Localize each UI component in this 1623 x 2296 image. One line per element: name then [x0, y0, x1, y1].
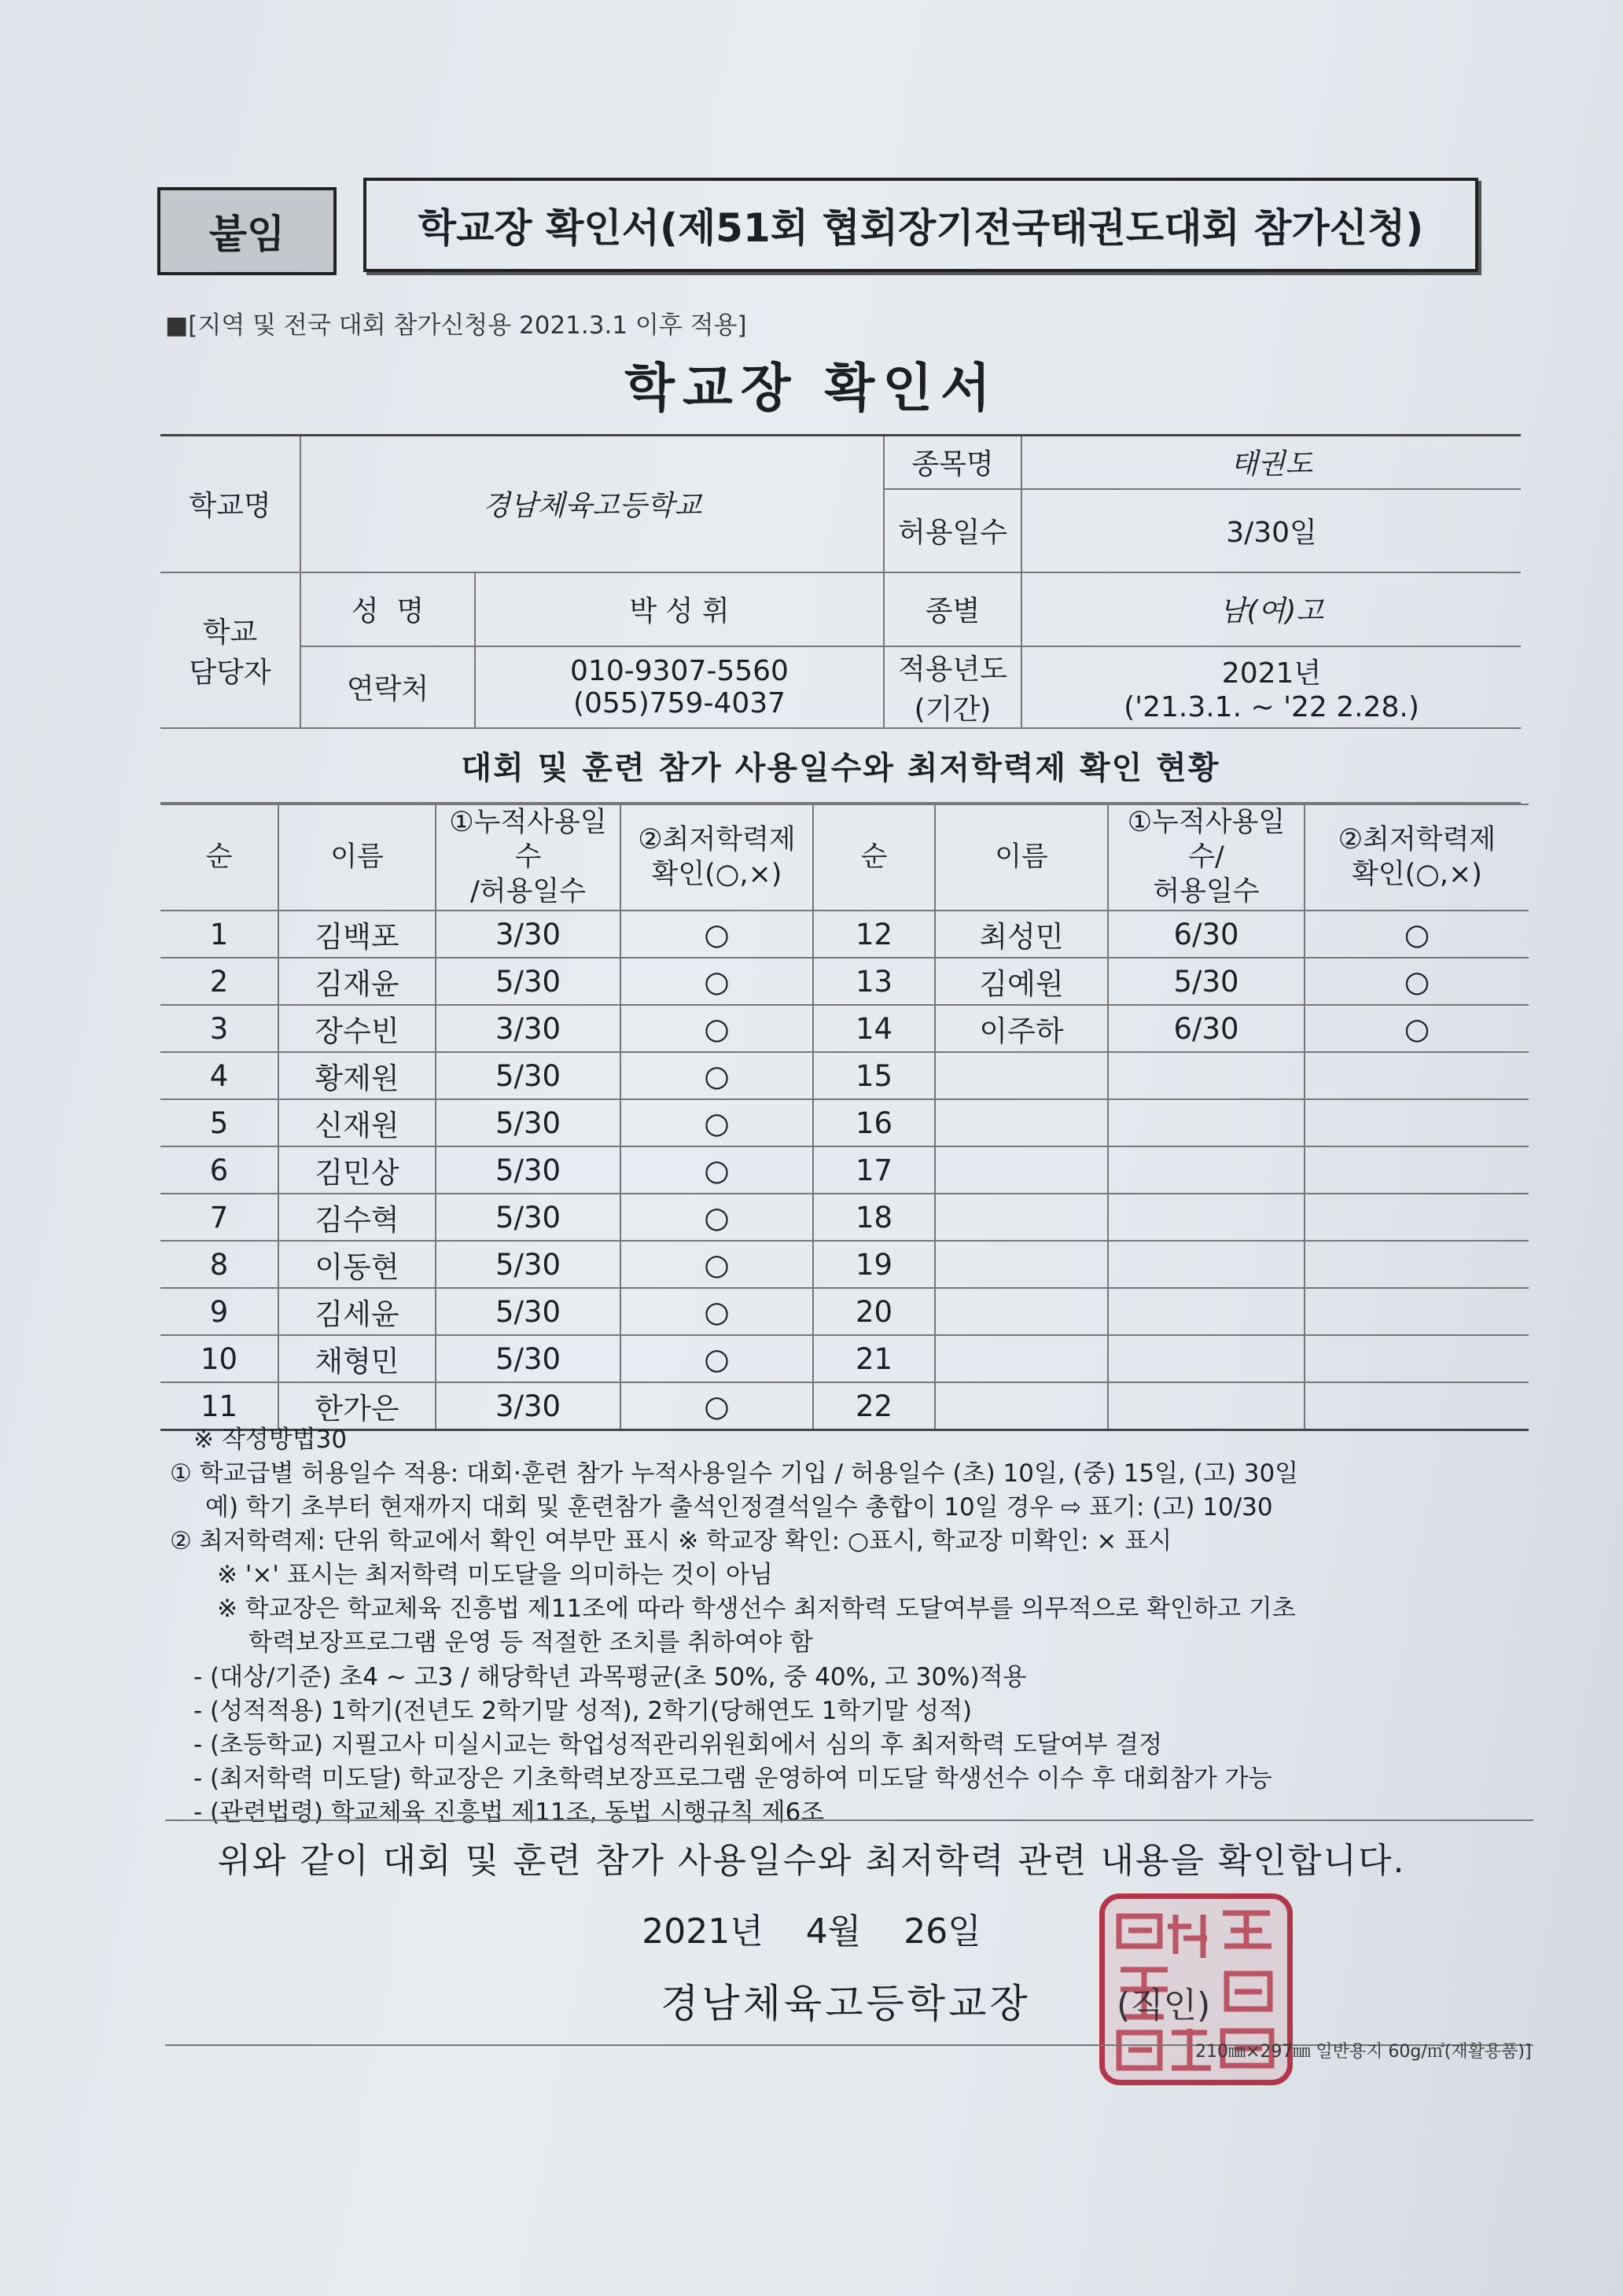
- seal-label: (직인): [1117, 1985, 1211, 2026]
- row-days: 3/30: [436, 1005, 620, 1052]
- row-name: 이동현: [278, 1241, 436, 1288]
- row-name: 김수혁: [278, 1194, 436, 1241]
- col-header-days: [436, 804, 620, 911]
- row-no: 14: [813, 1005, 935, 1052]
- date-line: [0, 1903, 1623, 1953]
- note-item: 학력보장프로그램 운영 등 적절한 조치를 취하여야 함: [248, 1628, 813, 1658]
- row-days: 5/30: [436, 1194, 620, 1241]
- row-name: 채형민: [278, 1335, 436, 1382]
- row-check: ○: [620, 1194, 813, 1241]
- col-header-days-right-line1: ①누적사용일수/: [1127, 807, 1286, 873]
- divider: [165, 1820, 1533, 1821]
- event-label: 종목명: [884, 436, 1021, 489]
- row-days: 5/30: [436, 1052, 620, 1099]
- row-check: ○: [1305, 1005, 1529, 1052]
- row-name: 황제원: [278, 1052, 436, 1099]
- row-name: [935, 1052, 1108, 1099]
- event-value: 태권도: [1021, 436, 1521, 489]
- row-days: 5/30: [436, 1335, 620, 1382]
- applicability-note: ■[지역 및 전국 대회 참가신청용 2021.3.1 이후 적용]: [165, 311, 747, 340]
- row-days: [1108, 1052, 1305, 1099]
- row-name: [935, 1146, 1108, 1194]
- type-label: 종별: [884, 572, 1021, 646]
- row-check: [1305, 1146, 1529, 1194]
- document-header-title: 학교장 확인서(제51회 협회장기전국태권도대회 참가신청): [363, 178, 1478, 272]
- row-days: 3/30: [436, 1382, 620, 1430]
- row-check: [1305, 1099, 1529, 1146]
- table-row: [160, 958, 1529, 1005]
- note-item: - (최저학력 미도달) 학교장은 기초학력보장프로그램 운영하여 미도달 학생선수 이수 후 대회참가 가능: [193, 1764, 1272, 1793]
- row-name: 최성민: [935, 911, 1108, 958]
- row-days: [1108, 1146, 1305, 1194]
- col-header-name-right: 이름: [935, 804, 1108, 911]
- row-days: [1108, 1194, 1305, 1241]
- row-no: 1: [160, 911, 278, 958]
- section-title: 대회 및 훈련 참가 사용일수와 최저학력제 확인 현황: [160, 728, 1521, 804]
- row-no: 3: [160, 1005, 278, 1052]
- note-item: - (대상/기준) 초4 ~ 고3 / 해당학년 과목평균(초 50%, 중 40%, 고 30%)적용: [193, 1662, 1027, 1691]
- note-item: - (관련법령) 학교체육 진흥법 제11조, 동법 시행규칙 제6조: [193, 1797, 825, 1827]
- row-check: [1305, 1194, 1529, 1241]
- row-days: 5/30: [436, 1241, 620, 1288]
- row-check: ○: [620, 1146, 813, 1194]
- note-item: - (초등학교) 지필고사 미실시교는 학업성적관리위원회에서 심의 후 최저학력 도달여부 결정: [193, 1730, 1163, 1759]
- row-check: ○: [620, 1241, 813, 1288]
- row-name: 김백포: [278, 911, 436, 958]
- row-no: 7: [160, 1194, 278, 1241]
- row-name: 한가은: [278, 1382, 436, 1430]
- attachment-tag: 붙임: [157, 187, 337, 275]
- note-item: ① 학교급별 허용일수 적용: 대회·훈련 참가 누적사용일수 기입 / 허용일수 (초) 10일, (중) 15일, (고) 30일: [170, 1459, 1299, 1488]
- row-check: [1305, 1241, 1529, 1288]
- col-header-no-right: 순: [813, 804, 935, 911]
- table-row: [160, 1288, 1529, 1335]
- school-info-table: [160, 434, 1521, 729]
- confirmation-statement: 위와 같이 대회 및 훈련 참가 사용일수와 최저학력 관련 내용을 확인합니다.: [217, 1841, 1406, 1881]
- year-label-line2: (기간): [914, 693, 992, 726]
- phone-values: [475, 646, 884, 728]
- row-no: 10: [160, 1335, 278, 1382]
- col-header-check-right: [1305, 804, 1529, 911]
- phone-2: (055)759-4037: [572, 686, 786, 719]
- contact-label-line2: 담당자: [189, 656, 271, 689]
- contact-label: [160, 572, 300, 728]
- row-days: 5/30: [436, 1288, 620, 1335]
- paper-spec-footer: 210㎜×297㎜ 일반용지 60g/㎡(재활용품)]: [1195, 2042, 1532, 2062]
- note-item: ② 최저학력제: 단위 학교에서 확인 여부만 표시 ※ 학교장 확인: ○표시, 학교장 미확인: × 표시: [170, 1527, 1172, 1556]
- principal-signature-line: 경남체육고등학교장: [661, 1981, 1031, 2026]
- row-name: 김재윤: [278, 958, 436, 1005]
- row-no: 13: [813, 958, 935, 1005]
- row-name: 김민상: [278, 1146, 436, 1194]
- row-check: ○: [620, 1052, 813, 1099]
- row-check: ○: [620, 1099, 813, 1146]
- row-days: 3/30: [436, 911, 620, 958]
- row-days: 5/30: [436, 958, 620, 1005]
- contact-label-line1: 학교: [202, 616, 258, 649]
- col-header-name: 이름: [278, 804, 436, 911]
- row-no: 2: [160, 958, 278, 1005]
- athlete-table: [160, 804, 1529, 1431]
- row-no: 5: [160, 1099, 278, 1146]
- col-header-check-right-line1: ②최저학력제: [1338, 823, 1496, 855]
- note-item: 예) 학기 초부터 현재까지 대회 및 훈련참가 출석인정결석일수 총합이 10일 경우 ⇨ 표기: (고) 10/30: [205, 1493, 1273, 1522]
- table-row: [160, 911, 1529, 958]
- notes-section: [170, 1423, 1538, 1830]
- col-header-days-line2: /허용일수: [469, 875, 587, 907]
- row-check: ○: [620, 911, 813, 958]
- row-check: ○: [620, 1382, 813, 1430]
- col-header-days-right: [1108, 804, 1305, 911]
- row-check: [1305, 1052, 1529, 1099]
- year-label-line1: 적용년도: [897, 653, 1008, 686]
- row-no: 21: [813, 1335, 935, 1382]
- row-no: 15: [813, 1052, 935, 1099]
- row-no: 12: [813, 911, 935, 958]
- row-check: ○: [620, 1288, 813, 1335]
- row-name: 김세윤: [278, 1288, 436, 1335]
- note-item: ※ 학교장은 학교체육 진흥법 제11조에 따라 학생선수 최저학력 도달여부를 의무적으로 확인하고 기초: [217, 1595, 1296, 1624]
- table-row: [160, 1099, 1529, 1146]
- row-name: 이주하: [935, 1005, 1108, 1052]
- year-label: [884, 646, 1021, 728]
- school-label: 학교명: [160, 436, 300, 572]
- year-value-line2: ('21.3.1. ~ '22 2.28.): [1124, 690, 1419, 723]
- row-no: 8: [160, 1241, 278, 1288]
- table-row: [160, 1241, 1529, 1288]
- col-header-days-line1: ①누적사용일수: [449, 807, 607, 873]
- date-day: 26일: [904, 1911, 981, 1952]
- col-header-no: 순: [160, 804, 278, 911]
- row-no: 6: [160, 1146, 278, 1194]
- row-no: 20: [813, 1288, 935, 1335]
- phone-1: 010-9307-5560: [570, 654, 789, 687]
- note-item: - (성적적용) 1학기(전년도 2학기말 성적), 2학기(당해연도 1학기말 성적): [193, 1696, 973, 1725]
- row-check: ○: [620, 958, 813, 1005]
- row-check: [1305, 1288, 1529, 1335]
- row-name: [935, 1288, 1108, 1335]
- allowed-days-value: 3/30일: [1021, 489, 1521, 572]
- year-values: [1021, 646, 1521, 728]
- row-name: 장수빈: [278, 1005, 436, 1052]
- year-value-line1: 2021년: [1221, 657, 1322, 690]
- row-days: [1108, 1335, 1305, 1382]
- type-value: 남(여)고: [1021, 572, 1521, 646]
- school-value: 경남체육고등학교: [300, 436, 884, 572]
- name-label: 성 명: [300, 572, 475, 646]
- row-no: 11: [160, 1382, 278, 1430]
- note-item: ※ 작성방법30: [193, 1426, 348, 1454]
- row-check: [1305, 1335, 1529, 1382]
- table-row: [160, 1052, 1529, 1099]
- row-no: 9: [160, 1288, 278, 1335]
- col-header-check-right-line2: 확인(○,×): [1352, 858, 1482, 890]
- date-year: 2021년: [642, 1911, 764, 1952]
- row-no: 18: [813, 1194, 935, 1241]
- row-name: [935, 1194, 1108, 1241]
- row-days: 6/30: [1108, 1005, 1305, 1052]
- row-name: 신재원: [278, 1099, 436, 1146]
- row-name: [935, 1241, 1108, 1288]
- phone-label: 연락처: [300, 646, 475, 728]
- row-days: [1108, 1241, 1305, 1288]
- row-no: 22: [813, 1382, 935, 1430]
- table-row: [160, 1335, 1529, 1382]
- row-check: ○: [620, 1335, 813, 1382]
- table-row: [160, 1146, 1529, 1194]
- col-header-check: [620, 804, 813, 911]
- name-value: 박 성 휘: [475, 572, 884, 646]
- page-title: 학교장 확인서: [624, 358, 999, 418]
- row-days: [1108, 1099, 1305, 1146]
- note-item: ※ '×' 표시는 최저학력 미도달을 의미하는 것이 아님: [217, 1561, 773, 1590]
- row-no: 19: [813, 1241, 935, 1288]
- row-name: [935, 1335, 1108, 1382]
- row-no: 4: [160, 1052, 278, 1099]
- row-days: 5/30: [1108, 958, 1305, 1005]
- date-month: 4월: [805, 1911, 862, 1952]
- row-days: 5/30: [436, 1146, 620, 1194]
- col-header-days-right-line2: 허용일수: [1153, 875, 1260, 907]
- row-days: 6/30: [1108, 911, 1305, 958]
- row-days: 5/30: [436, 1099, 620, 1146]
- row-days: [1108, 1288, 1305, 1335]
- row-no: 16: [813, 1099, 935, 1146]
- col-header-check-line1: ②최저학력제: [638, 823, 796, 855]
- table-row: [160, 1005, 1529, 1052]
- allowed-days-label: 허용일수: [884, 489, 1021, 572]
- table-row: [160, 1194, 1529, 1241]
- row-check: ○: [1305, 911, 1529, 958]
- row-name: 김예원: [935, 958, 1108, 1005]
- col-header-check-line2: 확인(○,×): [651, 858, 782, 890]
- row-no: 17: [813, 1146, 935, 1194]
- row-check: ○: [620, 1005, 813, 1052]
- row-name: [935, 1099, 1108, 1146]
- row-check: ○: [1305, 958, 1529, 1005]
